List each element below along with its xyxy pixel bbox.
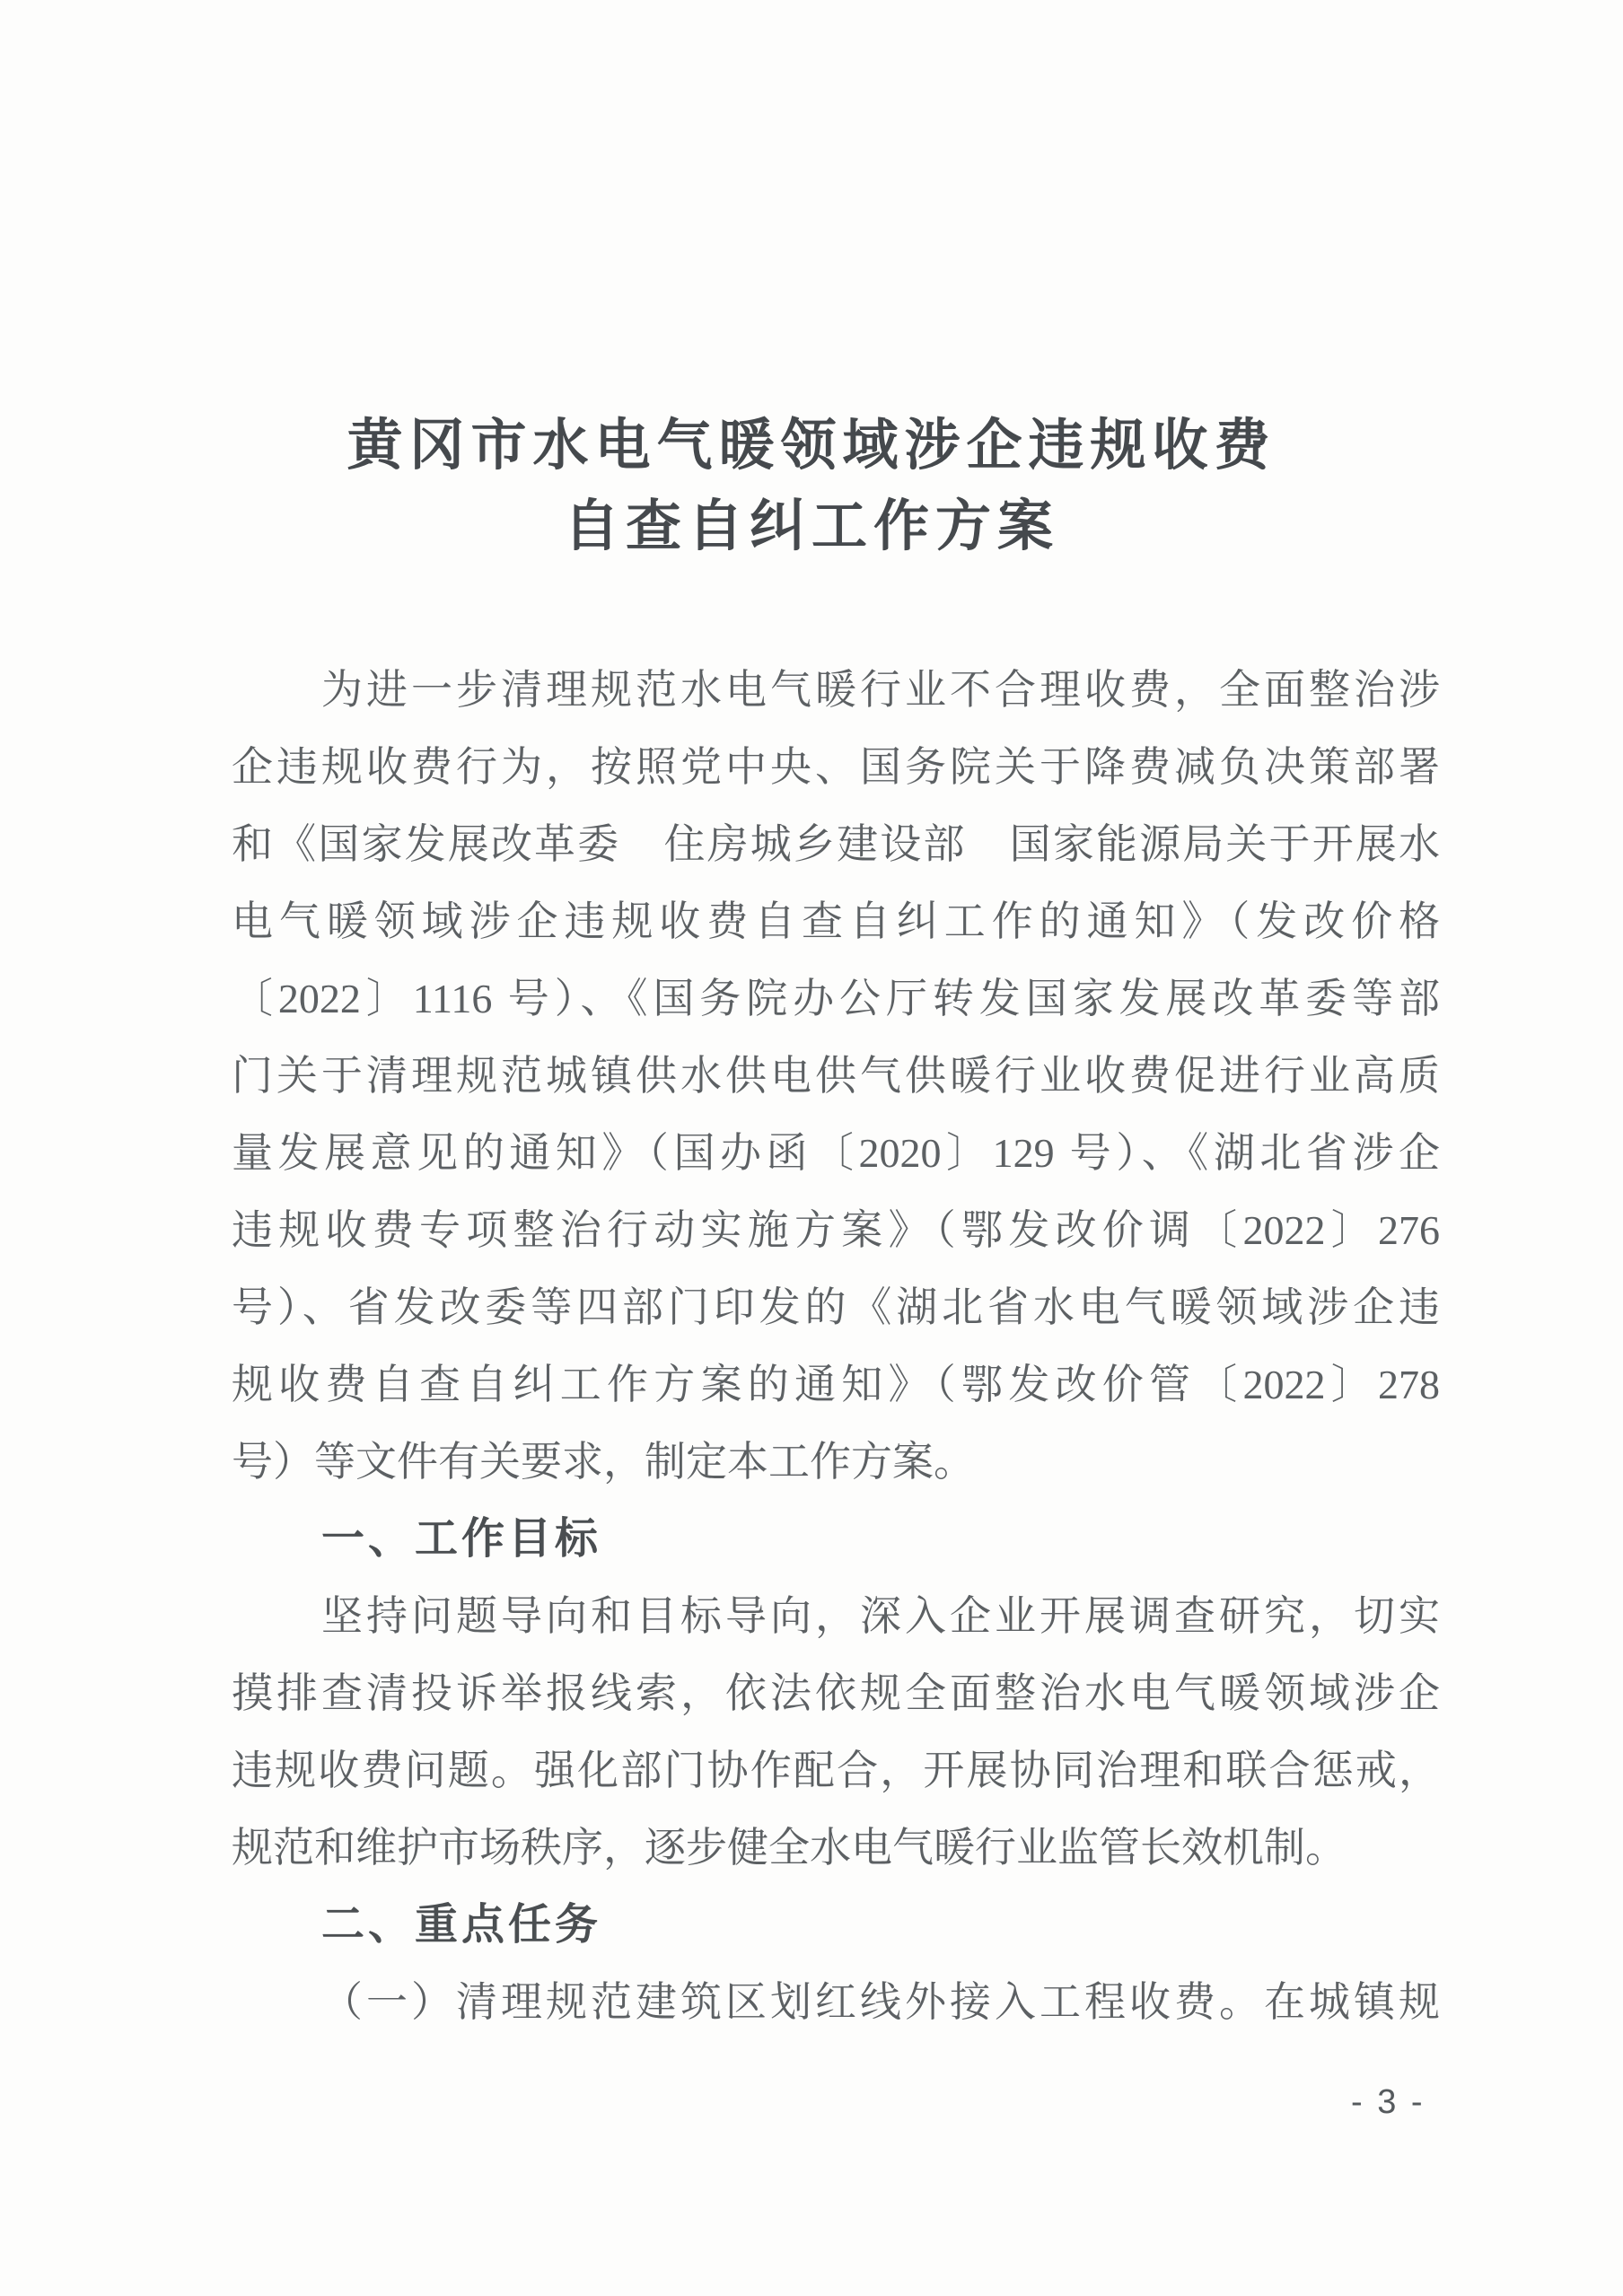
- intro-line: 门关于清理规范城镇供水供电供气供暖行业收费促进行业高质: [232, 1053, 1440, 1099]
- intro-line: 量发展意见的通知》（国办函〔2020〕129 号）、《湖北省涉企: [232, 1130, 1440, 1176]
- section2-line: （一）清理规范建筑区划红线外接入工程收费。在城镇规: [321, 1979, 1440, 2025]
- section1-line: 坚持问题导向和目标导向，深入企业开展调查研究，切实: [321, 1593, 1440, 1639]
- intro-line: 电气暖领域涉企违规收费自查自纠工作的通知》（发改价格: [232, 898, 1440, 944]
- document-title-line-1: 黄冈市水电气暖领域涉企违规收费: [347, 416, 1276, 477]
- page-number: - 3 -: [1351, 2083, 1426, 2121]
- intro-line: 规收费自查自纠工作方案的通知》（鄂发改价管〔2022〕278: [232, 1362, 1440, 1407]
- intro-line: 号）等文件有关要求，制定本工作方案。: [232, 1439, 975, 1485]
- document-title: [0, 406, 1623, 567]
- intro-line: 企违规收费行为，按照党中央、国务院关于降费减负决策部署: [232, 744, 1440, 790]
- intro-line: 违规收费专项整治行动实施方案》（鄂发改价调〔2022〕276: [232, 1207, 1440, 1253]
- document-body: [232, 652, 1440, 2041]
- intro-line: 和《国家发展改革委 住房城乡建设部 国家能源局关于开展水: [232, 821, 1440, 867]
- intro-line: 为进一步清理规范水电气暖行业不合理收费，全面整治涉: [321, 667, 1440, 713]
- intro-line: 号）、省发改委等四部门印发的《湖北省水电气暖领域涉企违: [232, 1284, 1440, 1330]
- section-heading-work-goals: 一、工作目标: [321, 1515, 602, 1563]
- intro-line: 〔2022〕1116 号）、《国务院办公厅转发国家发展改革委等部: [232, 976, 1440, 1021]
- section1-line: 规范和维护市场秩序，逐步健全水电气暖行业监管长效机制。: [232, 1825, 1347, 1871]
- section-heading-key-tasks: 二、重点任务: [321, 1901, 602, 1949]
- section1-line: 违规收费问题。强化部门协作配合，开展协同治理和联合惩戒，: [232, 1748, 1440, 1793]
- section1-line: 摸排查清投诉举报线索，依法依规全面整治水电气暖领域涉企: [232, 1670, 1440, 1716]
- document-title-line-2: 自查自纠工作方案: [563, 496, 1059, 557]
